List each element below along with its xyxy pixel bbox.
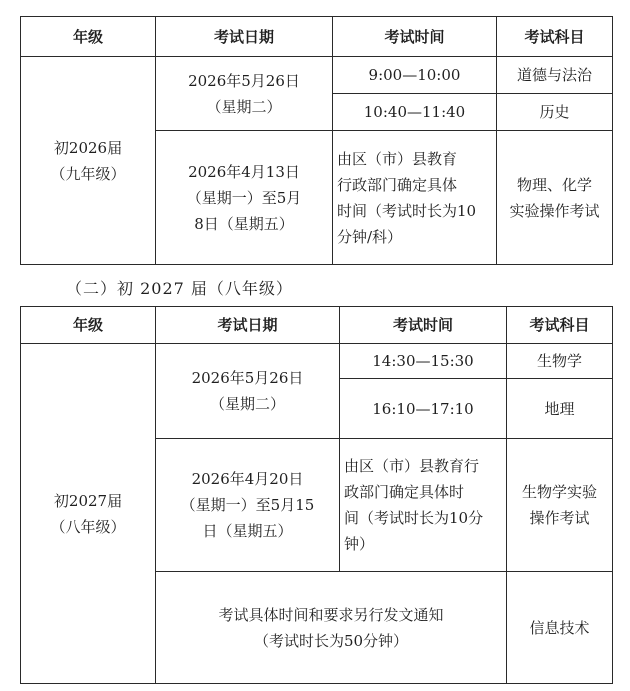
time-line: 间（考试时长为10分 bbox=[344, 509, 484, 527]
date-cell bbox=[156, 131, 333, 265]
date-line: 2026年4月20日 bbox=[191, 470, 304, 488]
section-title-grade8: （二）初 2027 届（八年级） bbox=[66, 279, 293, 298]
header-exam-date: 考试日期 bbox=[156, 17, 333, 57]
subject-line: 实验操作考试 bbox=[509, 201, 600, 220]
date-line: （星期一）至5月 bbox=[186, 188, 302, 207]
time-line: 政部门确定具体时 bbox=[344, 483, 465, 501]
grade-cell bbox=[21, 344, 156, 684]
time-cell: 9:00—10:00 bbox=[333, 57, 497, 94]
table-header-row bbox=[21, 17, 613, 57]
date-line: （星期一）至5月15 bbox=[180, 496, 315, 514]
table-row bbox=[21, 344, 613, 379]
note-line: （考试时长为50分钟） bbox=[253, 631, 409, 650]
date-line: 2026年4月13日 bbox=[188, 162, 300, 181]
grade-line: 初2027届 bbox=[53, 491, 123, 510]
header-exam-subject: 考试科目 bbox=[497, 17, 613, 57]
header-exam-subject: 考试科目 bbox=[507, 307, 613, 344]
date-cell bbox=[156, 57, 333, 131]
grade-line: 初2026届 bbox=[53, 138, 123, 157]
date-line: 8日（星期五） bbox=[194, 214, 294, 233]
grade-line: （九年级） bbox=[50, 164, 126, 183]
note-line: 考试具体时间和要求另行发文通知 bbox=[218, 605, 444, 624]
time-line: 行政部门确定具体 bbox=[337, 175, 458, 194]
subject-line: 物理、化学 bbox=[516, 175, 592, 194]
subject-cell: 道德与法治 bbox=[497, 57, 613, 94]
date-line: 2026年5月26日 bbox=[188, 71, 300, 90]
note-cell bbox=[156, 572, 507, 684]
grade-line: （八年级） bbox=[50, 517, 126, 536]
header-exam-time: 考试时间 bbox=[333, 17, 497, 57]
subject-cell: 地理 bbox=[507, 379, 613, 439]
date-cell bbox=[156, 344, 340, 439]
date-line: （星期二） bbox=[209, 395, 285, 413]
header-exam-time: 考试时间 bbox=[340, 307, 507, 344]
subject-cell: 历史 bbox=[497, 94, 613, 131]
date-line: 2026年5月26日 bbox=[191, 369, 304, 387]
subject-cell: 信息技术 bbox=[507, 572, 613, 684]
subject-cell bbox=[507, 439, 613, 572]
subject-cell: 生物学 bbox=[507, 344, 613, 379]
time-line: 由区（市）县教育 bbox=[337, 149, 458, 168]
date-line: 日（星期五） bbox=[202, 522, 293, 540]
header-grade: 年级 bbox=[21, 17, 156, 57]
time-line: 钟） bbox=[344, 535, 375, 553]
time-cell: 16:10—17:10 bbox=[340, 379, 507, 439]
date-cell bbox=[156, 439, 340, 572]
time-line: 由区（市）县教育行 bbox=[344, 457, 480, 475]
date-line: （星期二） bbox=[206, 97, 282, 116]
exam-schedule-table-grade8 bbox=[20, 306, 613, 684]
subject-line: 生物学实验 bbox=[521, 483, 597, 501]
time-line: 时间（考试时长为10 bbox=[337, 201, 477, 220]
time-cell: 14:30—15:30 bbox=[340, 344, 507, 379]
exam-schedule-table-grade9 bbox=[20, 16, 613, 265]
table-row bbox=[21, 57, 613, 94]
header-exam-date: 考试日期 bbox=[156, 307, 340, 344]
grade-cell bbox=[21, 57, 156, 265]
header-grade: 年级 bbox=[21, 307, 156, 344]
time-cell: 10:40—11:40 bbox=[333, 94, 497, 131]
table-header-row bbox=[21, 307, 613, 344]
time-line: 分钟/科） bbox=[337, 227, 403, 246]
subject-cell bbox=[497, 131, 613, 265]
time-cell bbox=[340, 439, 507, 572]
time-cell bbox=[333, 131, 497, 265]
subject-line: 操作考试 bbox=[529, 509, 590, 527]
